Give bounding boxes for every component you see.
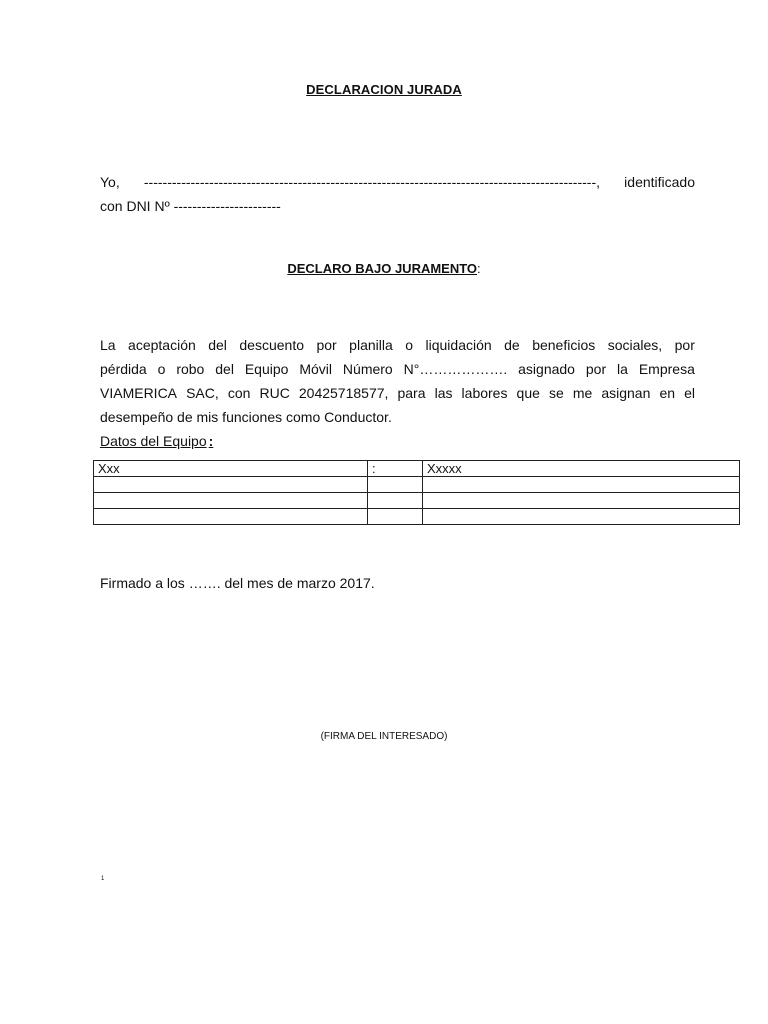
equipment-table-cell	[368, 493, 423, 509]
equipment-table-cell	[423, 509, 740, 525]
body-word: en	[659, 385, 676, 401]
body-word: SAC,	[186, 385, 219, 401]
declaration-heading-colon: :	[477, 261, 481, 276]
identification-line-1	[100, 170, 695, 194]
body-word: del	[215, 361, 234, 377]
body-line-1	[100, 333, 695, 357]
signed-date-line: Firmado a los ……. del mes de marzo 2017.	[100, 575, 375, 591]
body-word: asignado	[518, 361, 575, 377]
identification-identificado: identificado	[624, 174, 695, 190]
equipment-table-cell: :	[368, 461, 423, 477]
equipment-table-row	[94, 477, 740, 493]
body-word: que	[516, 385, 540, 401]
body-word: se	[548, 385, 564, 401]
equipment-table-row	[94, 461, 740, 477]
body-word: asignan	[601, 385, 651, 401]
equipment-table-cell	[94, 477, 368, 493]
body-word: Móvil	[299, 361, 333, 377]
body-word: beneficios	[532, 337, 596, 353]
equipment-table	[93, 460, 740, 525]
document-title: DECLARACION JURADA	[306, 82, 462, 97]
body-word: del	[208, 337, 227, 353]
body-word: sociales,	[607, 337, 663, 353]
body-word: aceptación	[128, 337, 196, 353]
body-line-3	[100, 381, 695, 405]
body-word: La	[100, 337, 116, 353]
body-word: para	[397, 385, 426, 401]
body-line-4: desempeño de mis funciones como Conductor.	[100, 409, 392, 425]
identification-yo: Yo,	[100, 174, 120, 190]
equipment-table-row	[94, 493, 740, 509]
equipment-table-row	[94, 509, 740, 525]
body-word: o	[157, 361, 166, 377]
equipment-table-cell: Xxxxx	[423, 461, 740, 477]
equipment-data-label	[100, 433, 213, 449]
body-word: por	[316, 337, 337, 353]
declaration-body	[100, 333, 695, 429]
body-word: liquidación	[425, 337, 492, 353]
body-word: N°……………….	[403, 361, 508, 377]
body-word: pérdida	[100, 361, 147, 377]
declaration-heading-text: DECLARO BAJO JURAMENTO	[287, 261, 478, 276]
equipment-table-cell: Xxx	[94, 461, 368, 477]
body-word: la	[617, 361, 628, 377]
footnote-marker: 1	[101, 876, 105, 882]
body-word: o	[405, 337, 414, 353]
body-word: por	[674, 337, 695, 353]
body-word: labores	[461, 385, 508, 401]
body-word: descuento	[239, 337, 304, 353]
identification-dni-line: con DNI Nº -----------------------	[100, 198, 281, 214]
body-word: me	[572, 385, 593, 401]
declaration-heading	[0, 261, 768, 276]
signature-label: (FIRMA DEL INTERESADO)	[320, 731, 448, 742]
body-word: el	[684, 385, 695, 401]
body-word: VIAMERICA	[100, 385, 178, 401]
body-word: las	[434, 385, 453, 401]
equipment-table-cell	[94, 509, 368, 525]
body-word: planilla	[349, 337, 393, 353]
identification-blank-name: -------------------------------------------------------------------------------------------------,	[143, 174, 601, 190]
equipment-table-cell	[94, 493, 368, 509]
equipment-data-label-text: Datos del Equipo	[100, 433, 207, 449]
body-word: Empresa	[638, 361, 695, 377]
body-word: de	[504, 337, 520, 353]
equipment-table-cell	[423, 477, 740, 493]
body-word: 20425718577,	[298, 385, 389, 401]
body-word: Equipo	[244, 361, 289, 377]
body-word: RUC	[259, 385, 290, 401]
body-word: con	[227, 385, 251, 401]
identification-paragraph	[100, 170, 695, 218]
body-word: robo	[176, 361, 205, 377]
equipment-table-cell	[368, 477, 423, 493]
equipment-table-cell	[368, 509, 423, 525]
body-line-2	[100, 357, 695, 381]
equipment-data-label-colon: :	[208, 433, 214, 449]
body-word: por	[585, 361, 607, 377]
body-word: Número	[342, 361, 393, 377]
equipment-table-cell	[423, 493, 740, 509]
